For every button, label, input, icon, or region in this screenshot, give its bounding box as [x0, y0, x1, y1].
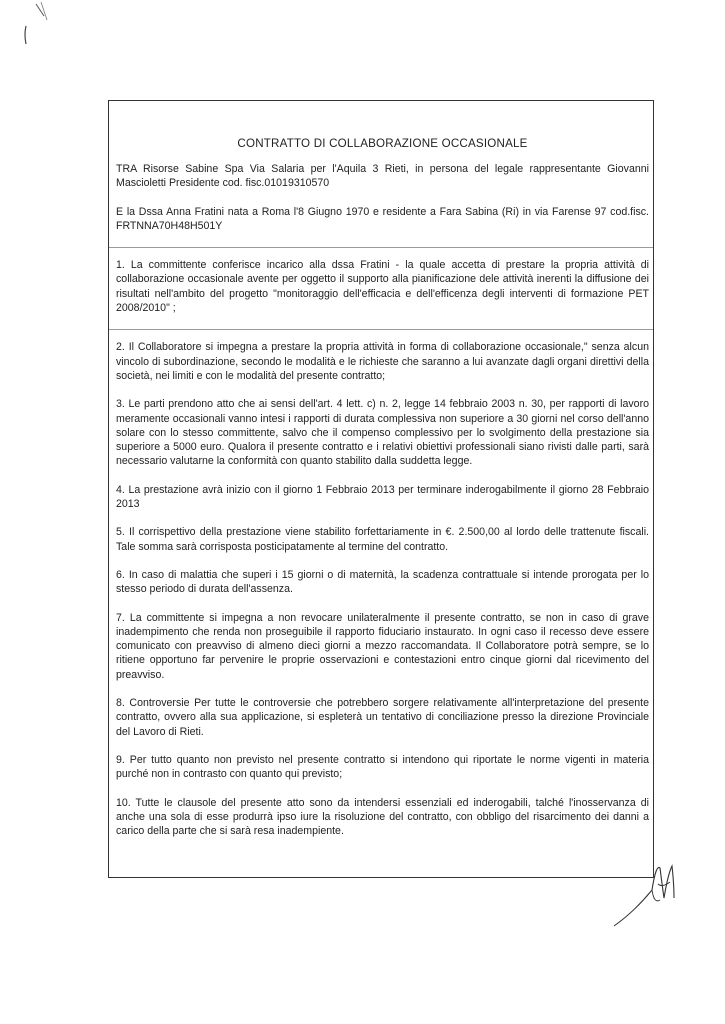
clause-paragraph: 2. Il Collaboratore si impegna a prestare la propria attività in forma di collaborazione occasionale," senza alcun vincolo di subordinazione, secondo le modalità e le richieste che saranno a lui avanzate dagli organi direttivi della società, nei limiti e con le modalità del presente contratto; — [116, 341, 649, 382]
signature-initials — [608, 854, 688, 932]
clause-paragraph: 6. In caso di malattia che superi i 15 giorni o di maternità, la scadenza contrattuale si intende prorogata per lo stesso periodo di durata dell'assenza. — [116, 568, 649, 596]
contract-frame — [108, 100, 654, 878]
corner-pen-mark — [14, 0, 54, 52]
clause-paragraph: 5. Il corrispettivo della prestazione viene stabilito forfettariamente in €. 2.500,00 al lordo delle trattenute fiscali. Tale somma sarà corrisposta posticipatamente al termine del contratto. — [116, 526, 649, 553]
document-title: CONTRATTO DI COLLABORAZIONE OCCASIONALE — [237, 137, 528, 150]
clause-paragraph: 3. Le parti prendono atto che ai sensi dell'art. 4 lett. c) n. 2, legge 14 febbraio 2003 n. 30, per rapporti di lavoro meramente occasionali vanno intesi i rapporti di durata complessiva non superiore a 30 giorni nel corso dell'anno solare con lo stesso committente, salvo che il compenso complessivo per lo svolgimento della prestazione sia superiore a 5000 euro. Qualora il presente contratto e i relativi obiettivi professionali siano rivisti dalle parti, sarà necessario valutarne la conformità con quanto stabilito dalla suddetta legge. — [116, 398, 649, 468]
party-paragraph: TRA Risorse Sabine Spa Via Salaria per l'Aquila 3 Rieti, in persona del legale rappresentante Giovanni Mascioletti Presidente cod. fisc.01019310570 — [116, 163, 649, 190]
clause-paragraph: 4. La prestazione avrà inizio con il giorno 1 Febbraio 2013 per terminare inderogabilmente il giorno 28 Febbraio 2013 — [116, 483, 649, 511]
clause-paragraph: 1. La committente conferisce incarico alla dssa Fratini - la quale accetta di prestare la propria attività di collaborazione occasionale avente per oggetto il supporto alla pianificazione dele attività inerenti la diffusione dei risultati nell'ambito del progetto "monitoraggio dell'efficacia e dell'efficenza degli interventi di formazione PET 2008/2010" ; — [116, 259, 649, 315]
divider — [109, 247, 653, 248]
clause-paragraph: 8. Controversie Per tutte le controversie che potrebbero sorgere relativamente all'interpretazione del presente contratto, ovvero alla sua applicazione, si espleterà un tentativo di conciliazione presso la direzione Provinciale del Lavoro di Rieti. — [116, 697, 649, 738]
clause-paragraph: 10. Tutte le clausole del presente atto sono da intendersi essenziali ed inderogabili, talché l'inosservanza di anche una sola di esse produrrà ipso iure la risoluzione del contratto, con obbligo del risarcimento dei danni a carico della parte che si sarà resa inadempiente. — [116, 796, 649, 838]
divider — [109, 329, 653, 330]
clause-paragraph: 9. Per tutto quanto non previsto nel presente contratto si intendono qui riportate le norme vigenti in materia purché non in contrasto con quanto qui previsto; — [116, 753, 649, 781]
party-paragraph: E la Dssa Anna Fratini nata a Roma l'8 Giugno 1970 e residente a Fara Sabina (Ri) in via Farense 97 cod.fisc. FRTNNA70H48H501Y — [116, 205, 649, 232]
clause-paragraph: 7. La committente si impegna a non revocare unilateralmente il presente contratto, se non in caso di grave inadempimento che renda non proseguibile il rapporto fiduciario instaurato. In ogni caso il recesso deve essere comunicato con preavviso di almeno dieci giorni a mezzo raccomandata. Il Collaboratore potrà sempre, se lo ritiene opportuno far pervenire le proprie osservazioni e contestazioni entro cinque giorni dal ricevimento del preavviso. — [116, 611, 649, 681]
